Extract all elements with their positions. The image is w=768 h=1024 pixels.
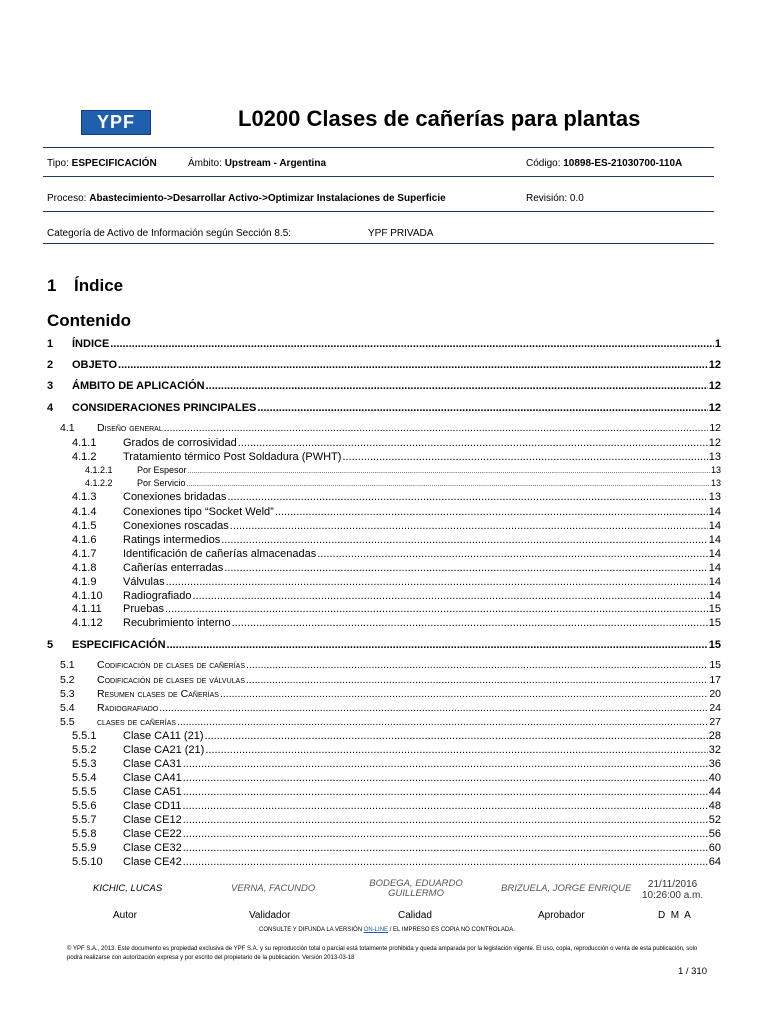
toc-entry-number: 3 <box>47 380 54 392</box>
categoria-value: YPF PRIVADA <box>368 228 434 239</box>
calidad-signature: BODEGA, EDUARDO GUILLERMO <box>369 878 463 899</box>
toc-dot-leader <box>166 576 708 588</box>
toc-dot-leader <box>238 437 708 449</box>
toc-entry-number: 5.5.7 <box>72 814 97 826</box>
contents-heading: Contenido <box>47 311 132 330</box>
toc-entry-number: 4.1.1 <box>72 437 97 449</box>
header-divider <box>43 176 714 177</box>
toc-entry-page: 17 <box>709 674 721 686</box>
toc-entry-page: 32 <box>708 744 721 756</box>
toc-entry[interactable] <box>72 548 721 560</box>
toc-entry-number: 5.5.8 <box>72 828 97 840</box>
toc-dot-leader <box>220 688 708 700</box>
toc-dot-leader <box>227 491 707 503</box>
toc-entry[interactable] <box>60 422 721 434</box>
toc-entry-title: Recubrimiento interno <box>123 617 231 629</box>
toc-entry-page: 13 <box>708 451 721 463</box>
toc-entry-title: Clase CE12 <box>123 814 182 826</box>
toc-dot-leader <box>230 520 708 532</box>
tipo-field: Tipo: ESPECIFICACIÓN <box>47 158 157 169</box>
toc-dot-leader <box>224 562 707 574</box>
validador-signature: VERNA, FACUNDO <box>231 883 316 894</box>
toc-entry[interactable] <box>72 590 721 602</box>
toc-entry-page: 14 <box>708 548 721 560</box>
header-divider <box>43 211 714 212</box>
toc-dot-leader <box>193 590 708 602</box>
toc-entry-title: Clase CE42 <box>123 856 182 868</box>
aprobador-label: Aprobador <box>538 910 585 921</box>
toc-dot-leader <box>188 465 710 475</box>
revision-field: Revisión: 0.0 <box>526 193 584 204</box>
toc-dot-leader <box>183 786 708 798</box>
toc-dot-leader <box>183 814 708 826</box>
toc-entry-page: 12 <box>709 422 721 434</box>
toc-entry[interactable] <box>85 478 721 488</box>
toc-entry-number: 4.1.9 <box>72 576 97 588</box>
toc-entry-number: 4.1.10 <box>72 590 103 602</box>
toc-entry-title: Clase CA11 (21) <box>123 730 204 742</box>
toc-entry[interactable] <box>60 659 721 671</box>
toc-dot-leader <box>317 548 708 560</box>
toc-entry-number: 4.1.2.1 <box>85 465 113 475</box>
toc-entry-number: 5.5.5 <box>72 786 97 798</box>
toc-entry-title: Por Servicio <box>137 478 186 488</box>
toc-entry-title: OBJETO <box>72 359 118 371</box>
toc-entry-page: 12 <box>708 402 721 414</box>
codigo-field: Código: 10898-ES-21030700-110A <box>526 158 683 169</box>
toc-entry[interactable] <box>47 402 721 414</box>
toc-entry-title: Tratamiento térmico Post Soldadura (PWHT) <box>123 451 342 463</box>
toc-entry-title: Clase CA21 (21) <box>123 744 205 756</box>
ambito-field: Ámbito: Upstream - Argentina <box>188 158 327 169</box>
toc-entry-page: 52 <box>708 814 721 826</box>
toc-entry-page: 44 <box>708 786 721 798</box>
toc-entry-number: 5.5.10 <box>72 856 103 868</box>
toc-entry-page: 15 <box>708 639 721 651</box>
toc-dot-leader <box>342 451 707 463</box>
toc-entry-title: Cañerías enterradas <box>123 562 224 574</box>
toc-entry[interactable] <box>72 451 721 463</box>
toc-dot-leader <box>165 603 708 615</box>
toc-entry-title: Clase CD11 <box>123 800 182 812</box>
toc-entry-page: 13 <box>710 478 721 488</box>
toc-entry-page: 60 <box>708 842 721 854</box>
toc-entry[interactable] <box>72 842 721 854</box>
toc-dot-leader <box>257 402 707 414</box>
toc-entry-page: 12 <box>708 359 721 371</box>
header-divider <box>43 243 714 244</box>
toc-entry-page: 14 <box>708 562 721 574</box>
toc-entry[interactable] <box>72 562 721 574</box>
toc-entry-page: 48 <box>708 800 721 812</box>
toc-dot-leader <box>205 744 707 756</box>
toc-entry-number: 5.2 <box>60 674 75 686</box>
toc-entry-number: 4.1.11 <box>72 603 102 615</box>
toc-entry-page: 40 <box>708 772 721 784</box>
toc-dot-leader <box>167 639 708 651</box>
document-title: L0200 Clases de cañerías para plantas <box>238 106 641 131</box>
toc-entry-page: 24 <box>709 702 721 714</box>
toc-entry[interactable] <box>72 730 721 742</box>
toc-entry-title: Clase CA51 <box>123 786 182 798</box>
toc-entry-title: Radiografiado <box>97 702 159 714</box>
toc-dot-leader <box>159 702 708 714</box>
toc-entry-title: ÍNDICE <box>72 338 110 350</box>
toc-entry[interactable] <box>72 828 721 840</box>
toc-entry-title: Clase CE22 <box>123 828 182 840</box>
toc-entry-number: 4.1.12 <box>72 617 103 629</box>
toc-entry-title: clases de cañerías <box>97 716 176 728</box>
toc-entry-number: 4 <box>47 402 54 414</box>
toc-entry-page: 28 <box>708 730 721 742</box>
toc-entry[interactable] <box>72 603 721 615</box>
header-divider <box>43 147 714 148</box>
toc-entry-title: Por Espesor <box>137 465 187 475</box>
toc-entry-number: 4.1.7 <box>72 548 97 560</box>
toc-entry-title: Radiografiado <box>123 590 192 602</box>
toc-entry-title: Conexiones bridadas <box>123 491 227 503</box>
toc-entry-title: Conexiones tipo “Socket Weld” <box>123 506 274 518</box>
toc-entry-title: Clase CA31 <box>123 758 182 770</box>
toc-entry-title: Conexiones roscadas <box>123 520 229 532</box>
toc-entry-number: 5.5 <box>60 716 75 728</box>
proceso-field: Proceso: Abastecimiento->Desarrollar Activo->Optimizar Instalaciones de Superficie <box>47 193 446 204</box>
toc-entry[interactable] <box>47 639 721 651</box>
toc-entry-page: 1 <box>714 338 721 350</box>
toc-entry-title: Clase CA41 <box>123 772 182 784</box>
toc-entry-number: 4.1.3 <box>72 491 97 503</box>
ypf-logo: YPF <box>81 110 151 135</box>
toc-entry[interactable] <box>72 506 721 518</box>
toc-dot-leader <box>246 674 708 686</box>
validador-label: Validador <box>249 910 291 921</box>
toc-entry-title: Válvulas <box>123 576 165 588</box>
toc-dot-leader <box>110 338 714 350</box>
toc-entry-title: ESPECIFICACIÓN <box>72 639 166 651</box>
toc-entry-page: 14 <box>708 576 721 588</box>
toc-dot-leader <box>183 800 708 812</box>
toc-dot-leader <box>205 730 708 742</box>
toc-entry-number: 5.5.2 <box>72 744 97 756</box>
toc-entry[interactable] <box>72 814 721 826</box>
toc-dot-leader <box>177 716 708 728</box>
toc-entry-number: 5.3 <box>60 688 75 700</box>
toc-entry-page: 15 <box>708 617 721 629</box>
toc-entry[interactable] <box>72 800 721 812</box>
toc-entry-number: 5.5.4 <box>72 772 97 784</box>
toc-entry-title: Identificación de cañerías almacenadas <box>123 548 317 560</box>
toc-dot-leader <box>221 534 708 546</box>
toc-entry[interactable] <box>72 534 721 546</box>
toc-entry[interactable] <box>85 465 721 475</box>
toc-entry-page: 13 <box>710 465 721 475</box>
toc-entry-title: Codificación de clases de válvulas <box>97 674 245 686</box>
toc-entry-number: 4.1 <box>60 422 75 434</box>
toc-dot-leader <box>206 380 708 392</box>
toc-entry[interactable] <box>47 338 721 350</box>
online-link[interactable]: ON-LINE <box>363 927 389 933</box>
toc-entry-number: 5.5.3 <box>72 758 97 770</box>
toc-dot-leader <box>183 856 708 868</box>
toc-entry[interactable] <box>47 359 721 371</box>
toc-entry[interactable] <box>72 576 721 588</box>
toc-dot-leader <box>275 506 708 518</box>
toc-entry[interactable] <box>72 520 721 532</box>
autor-label: Autor <box>113 910 137 921</box>
toc-entry[interactable] <box>72 744 721 756</box>
toc-entry-page: 15 <box>709 659 721 671</box>
legal-notice: © YPF S.A., 2013. Este documento es propiedad exclusiva de YPF S.A. y su reproducción total o parcial está totalmente prohibida y queda amparada por la legislación vigente. El uso, copia, reproducción o venta de esta publicación, solo podrá realizarse con autorización expresa y por escrito del propietario de la publicación. Versión 2013-03-18 <box>67 946 698 961</box>
toc-entry-title: Grados de corrosividad <box>123 437 237 449</box>
toc-entry-page: 56 <box>708 828 721 840</box>
toc-entry-number: 4.1.6 <box>72 534 97 546</box>
toc-dot-leader <box>183 772 708 784</box>
toc-entry-title: Ratings intermedios <box>123 534 221 546</box>
toc-entry-number: 5 <box>47 639 54 651</box>
controlled-copy-note: CONSULTE Y DIFUNDA LA VERSIÓN ON-LINE / EL IMPRESO ES COPIA NO CONTROLADA. <box>259 927 515 933</box>
toc-entry-number: 2 <box>47 359 54 371</box>
toc-entry-number: 4.1.5 <box>72 520 97 532</box>
toc-entry[interactable] <box>72 437 721 449</box>
toc-entry-page: 36 <box>708 758 721 770</box>
toc-entry-page: 64 <box>708 856 721 868</box>
autor-signature: KICHIC, LUCAS <box>93 883 163 894</box>
toc-entry-title: Resumen clases de Cañerías <box>97 688 219 700</box>
signature-date: 21/11/2016 10:26:00 a.m. <box>642 879 704 901</box>
toc-entry-number: 4.1.4 <box>72 506 97 518</box>
toc-entry-page: 14 <box>708 534 721 546</box>
page-number: 1 / 310 <box>677 966 707 977</box>
categoria-field: Categoría de Activo de Información según Sección 8.5: <box>47 228 292 239</box>
toc-entry-page: 13 <box>708 491 721 503</box>
toc-entry[interactable] <box>60 674 721 686</box>
toc-entry-title: Pruebas <box>123 603 164 615</box>
toc-entry[interactable] <box>72 758 721 770</box>
toc-entry-page: 14 <box>708 506 721 518</box>
toc-dot-leader <box>187 478 710 488</box>
toc-entry-number: 1 <box>47 338 54 350</box>
toc-dot-leader <box>232 617 708 629</box>
toc-entry-page: 15 <box>708 603 721 615</box>
toc-entry[interactable] <box>60 716 721 728</box>
toc-entry-title: ÁMBITO DE APLICACIÓN <box>72 380 205 392</box>
toc-dot-leader <box>183 828 708 840</box>
toc-entry[interactable] <box>60 688 721 700</box>
toc-entry[interactable] <box>72 856 721 868</box>
section-heading: 1 Índice <box>47 276 124 295</box>
toc-entry[interactable] <box>47 380 721 392</box>
toc-entry-number: 4.1.2.2 <box>85 478 113 488</box>
toc-dot-leader <box>164 422 709 434</box>
toc-entry-number: 4.1.2 <box>72 451 97 463</box>
toc-entry[interactable] <box>72 772 721 784</box>
toc-dot-leader <box>118 359 708 371</box>
toc-entry-title: Diseño general <box>97 422 163 434</box>
toc-entry[interactable] <box>72 491 721 503</box>
toc-entry[interactable] <box>72 617 721 629</box>
toc-entry-number: 5.5.1 <box>72 730 97 742</box>
toc-entry[interactable] <box>60 702 721 714</box>
toc-dot-leader <box>246 659 708 671</box>
toc-entry-page: 12 <box>708 437 721 449</box>
toc-entry-number: 5.5.6 <box>72 800 97 812</box>
toc-entry-page: 20 <box>709 688 721 700</box>
toc-dot-leader <box>183 842 708 854</box>
toc-entry-page: 12 <box>708 380 721 392</box>
toc-entry-title: Clase CE32 <box>123 842 182 854</box>
toc-dot-leader <box>183 758 708 770</box>
toc-entry-title: Codificación de clases de cañerías <box>97 659 245 671</box>
toc-entry-page: 27 <box>709 716 721 728</box>
aprobador-signature: BRIZUELA, JORGE ENRIQUE <box>501 883 632 894</box>
toc-entry[interactable] <box>72 786 721 798</box>
toc-entry-number: 4.1.8 <box>72 562 97 574</box>
toc-entry-number: 5.5.9 <box>72 842 97 854</box>
toc-entry-number: 5.1 <box>60 659 75 671</box>
dma-label: D M A <box>658 910 691 921</box>
calidad-label: Calidad <box>398 910 432 921</box>
toc-entry-page: 14 <box>708 520 721 532</box>
toc-entry-number: 5.4 <box>60 702 75 714</box>
toc-entry-title: CONSIDERACIONES PRINCIPALES <box>72 402 257 414</box>
toc-entry-page: 14 <box>708 590 721 602</box>
